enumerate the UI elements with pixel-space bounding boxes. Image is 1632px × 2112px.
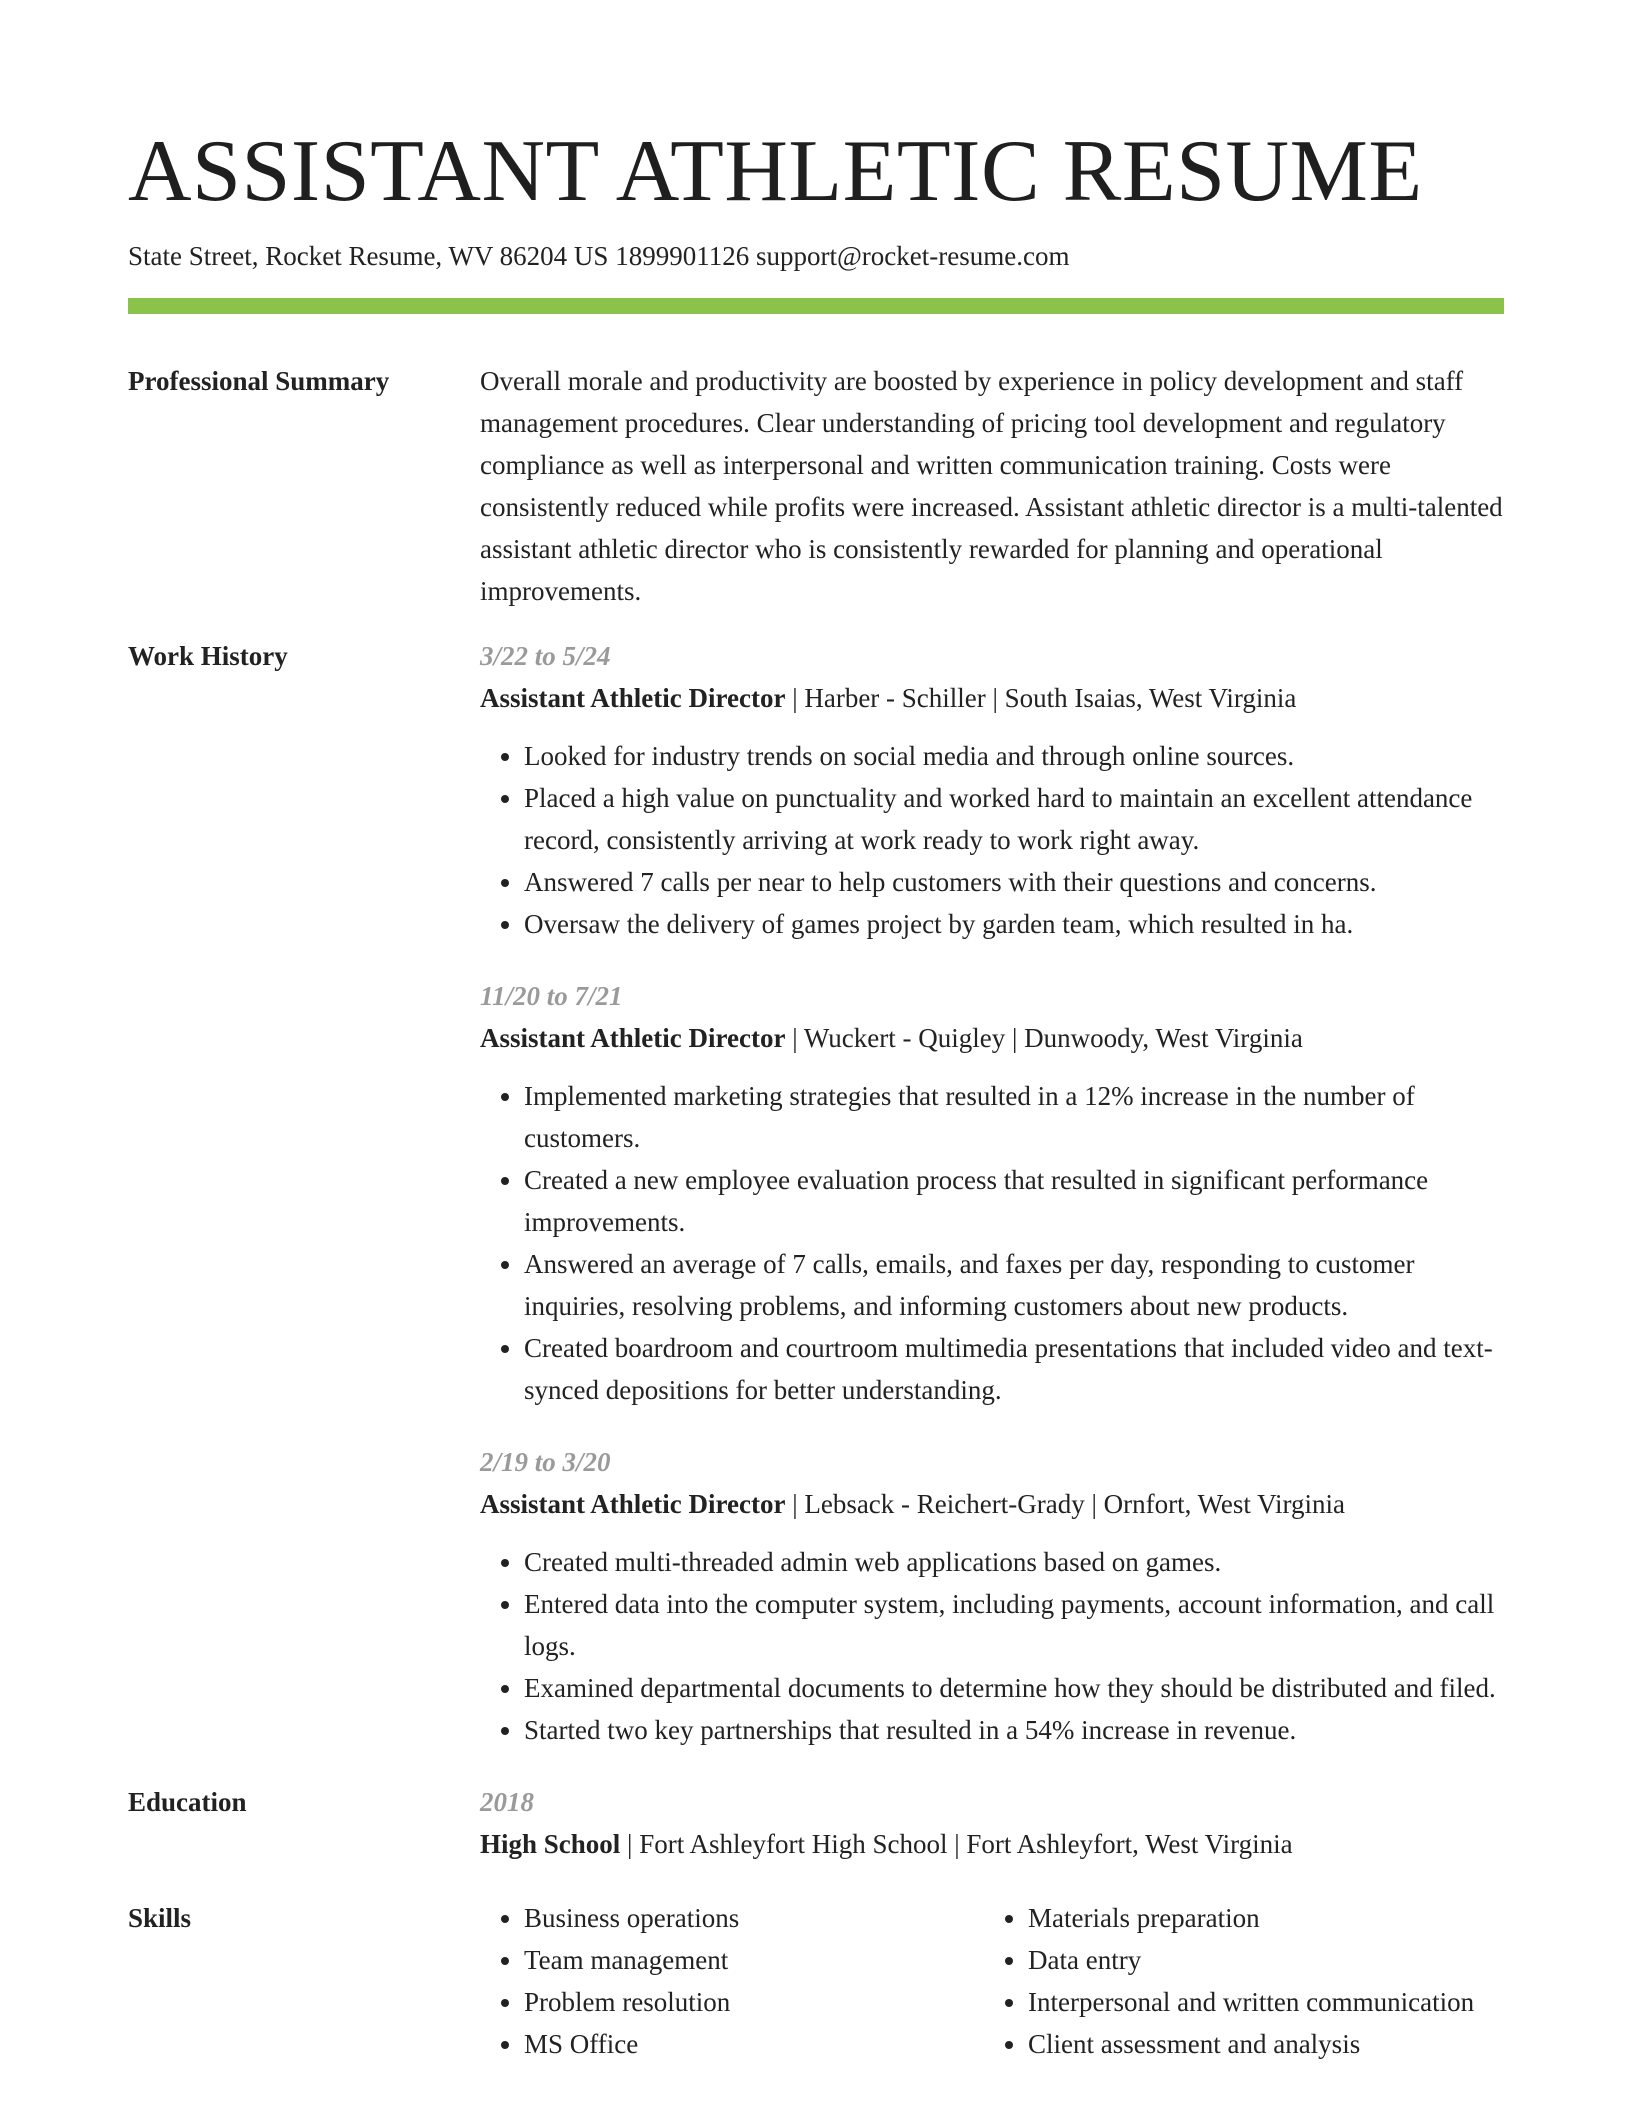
accent-divider (128, 298, 1504, 314)
job-role: Assistant Athletic Director (480, 1023, 786, 1053)
job-bullet: • Placed a high value on punctuality and worked hard to maintain an excellent attendance record, consistently arriving at work ready to work right away. (524, 777, 1504, 861)
skill-item: • Data entry (1028, 1939, 1488, 1981)
skills-section (128, 1897, 1504, 2065)
job-bullet: • Created boardroom and courtroom multimedia presentations that included video and text-synced depositions for better understanding. (524, 1327, 1504, 1411)
summary-section (128, 360, 1504, 612)
job-details: | Wuckert - Quigley | Dunwoody, West Virginia (785, 1023, 1303, 1053)
job-entry (480, 635, 1504, 945)
education-line (480, 1823, 1504, 1865)
job-bullet: • Answered 7 calls per near to help customers with their questions and concerns. (524, 861, 1504, 903)
job-bullets (480, 1541, 1504, 1751)
job-title-line (480, 1483, 1504, 1525)
contact-line: State Street, Rocket Resume, WV 86204 US 1899901126 support@rocket-resume.com (128, 241, 1070, 271)
job-dates: 3/22 to 5/24 (480, 641, 611, 671)
skill-item: • Team management (524, 1939, 984, 1981)
job-details: | Harber - Schiller | South Isaias, West Virginia (785, 683, 1297, 713)
education-degree: High School (480, 1829, 621, 1859)
job-bullet: • Examined departmental documents to determine how they should be distributed and filed. (524, 1667, 1504, 1709)
job-bullets (480, 735, 1504, 945)
skills-list-left (480, 1897, 984, 2065)
job-entry (480, 975, 1504, 1411)
skill-item: • MS Office (524, 2023, 984, 2065)
summary-text: Overall morale and productivity are boosted by experience in policy development and staff management procedures. Clear understanding of pricing tool development and regulatory compliance as well as interpersonal and written communication training. Costs were consistently reduced while profits were increased. Assistant athletic director is a multi-talented assistant athletic director who is consistently rewarded for planning and operational improvements. (480, 366, 1503, 606)
skill-item: • Interpersonal and written communication (1028, 1981, 1488, 2023)
job-bullet: • Created multi-threaded admin web applications based on games. (524, 1541, 1504, 1583)
skill-item: • Business operations (524, 1897, 984, 1939)
skill-item: • Materials preparation (1028, 1897, 1488, 1939)
skills-columns (480, 1897, 1504, 2065)
education-heading: Education (128, 1787, 247, 1817)
job-role: Assistant Athletic Director (480, 1489, 786, 1519)
job-details: | Lebsack - Reichert-Grady | Ornfort, West Virginia (785, 1489, 1346, 1519)
job-dates: 2/19 to 3/20 (480, 1447, 611, 1477)
job-bullet: • Entered data into the computer system, including payments, account information, and call logs. (524, 1583, 1504, 1667)
job-bullet: • Created a new employee evaluation process that resulted in significant performance improvements. (524, 1159, 1504, 1243)
job-entry (480, 1441, 1504, 1751)
skill-item: • Problem resolution (524, 1981, 984, 2023)
job-role: Assistant Athletic Director (480, 683, 786, 713)
summary-heading: Professional Summary (128, 366, 390, 396)
skill-item: • Client assessment and analysis (1028, 2023, 1488, 2065)
job-bullet: • Oversaw the delivery of games project by garden team, which resulted in ha. (524, 903, 1504, 945)
work-history-section (128, 635, 1504, 1751)
education-details: | Fort Ashleyfort High School | Fort Ashleyfort, West Virginia (620, 1829, 1293, 1859)
job-bullet: • Answered an average of 7 calls, emails, and faxes per day, responding to customer inquiries, resolving problems, and informing customers about new products. (524, 1243, 1504, 1327)
education-section (128, 1781, 1504, 1865)
skills-heading: Skills (128, 1903, 192, 1933)
job-bullet: • Implemented marketing strategies that resulted in a 12% increase in the number of customers. (524, 1075, 1504, 1159)
job-bullet: • Started two key partnerships that resulted in a 54% increase in revenue. (524, 1709, 1504, 1751)
job-dates: 11/20 to 7/21 (480, 981, 623, 1011)
job-bullets (480, 1075, 1504, 1411)
education-year: 2018 (480, 1787, 534, 1817)
work-history-heading: Work History (128, 641, 288, 671)
job-title-line (480, 677, 1504, 719)
resume-page (128, 0, 1504, 2065)
job-title-line (480, 1017, 1504, 1059)
job-bullet: • Looked for industry trends on social media and through online sources. (524, 735, 1504, 777)
skills-list-right (984, 1897, 1488, 2065)
resume-title: ASSISTANT ATHLETIC RESUME (128, 123, 1423, 220)
